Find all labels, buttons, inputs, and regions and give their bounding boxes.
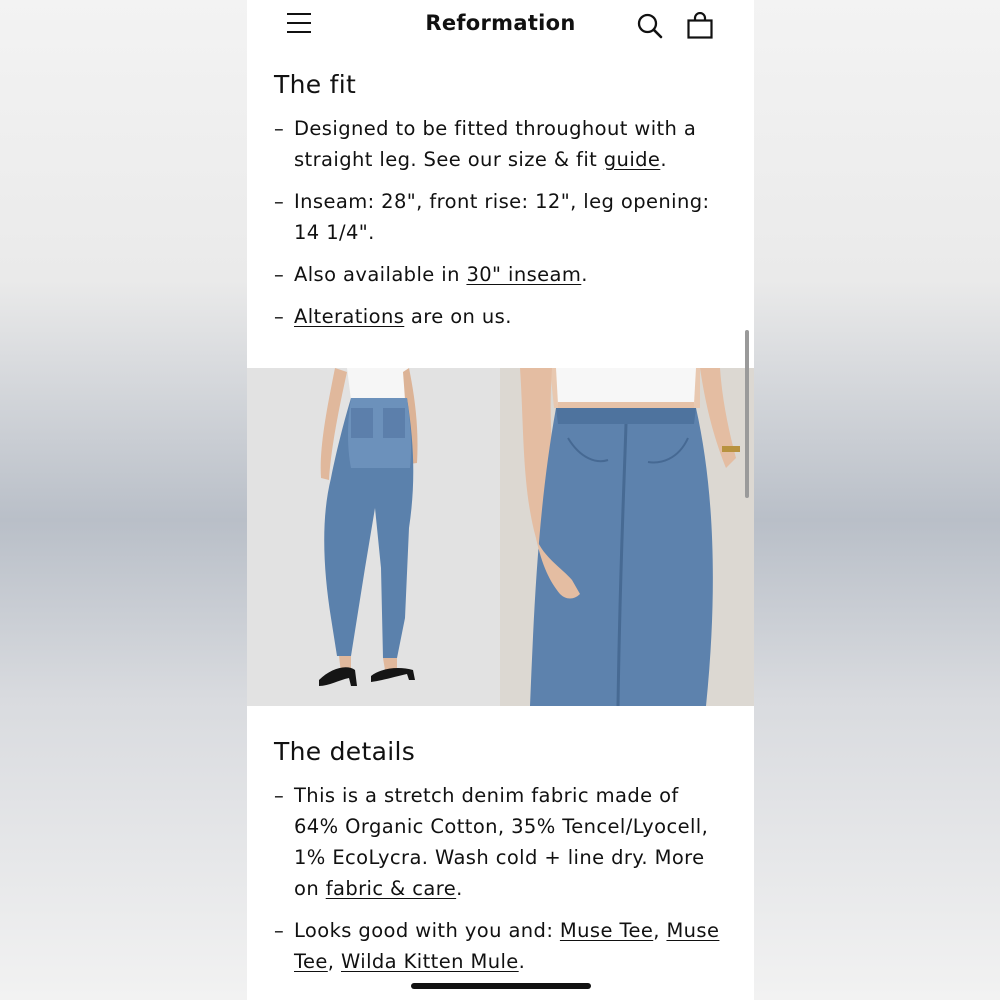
fit-item-alterations: – Alterations are on us. xyxy=(274,305,512,328)
home-indicator[interactable] xyxy=(411,983,591,989)
muse-tee-link-1[interactable]: Muse Tee xyxy=(559,919,654,942)
size-guide-link[interactable]: guide xyxy=(603,148,661,171)
inseam-30-link[interactable]: 30" inseam xyxy=(466,263,582,286)
fit-item-design: – Designed to be fitted throughout with a straight leg. See our size & fit guide. xyxy=(274,117,697,171)
wilda-kitten-mule-link[interactable]: Wilda Kitten Mule xyxy=(341,950,519,973)
background-right xyxy=(754,0,1000,1000)
jeans-front-closeup-image[interactable] xyxy=(500,368,754,706)
fabric-care-link[interactable]: fabric & care xyxy=(325,877,457,900)
muse-tee-link-2[interactable]: Muse Tee xyxy=(294,919,720,973)
details-list xyxy=(274,780,729,977)
background-left xyxy=(0,0,247,1000)
brand-logo[interactable]: Reformation xyxy=(425,11,576,35)
phone-screen xyxy=(247,0,754,1000)
scrollbar[interactable] xyxy=(745,330,749,498)
details-heading: The details xyxy=(274,737,416,766)
fit-section xyxy=(274,70,729,343)
alterations-link[interactable]: Alterations xyxy=(294,305,405,328)
details-section xyxy=(274,737,729,988)
jeans-back-view-image[interactable] xyxy=(247,368,500,706)
product-photos xyxy=(247,368,754,706)
fit-item-measurements: – Inseam: 28", front rise: 12", leg opening: 14 1/4". xyxy=(274,190,710,244)
shopping-bag-icon[interactable] xyxy=(686,12,714,40)
details-item-pairings: – Looks good with you and: Muse Tee, Muse Tee, Wilda Kitten Mule. xyxy=(274,919,720,973)
details-item-fabric: – This is a stretch denim fabric made of 64% Organic Cotton, 35% Tencel/Lyocell, 1% EcoLycra. Wash cold + line dry. More on fabric & care. xyxy=(274,784,709,900)
fit-item-inseam: – Also available in 30" inseam. xyxy=(274,263,588,286)
fit-list xyxy=(274,113,729,332)
search-icon[interactable] xyxy=(636,12,664,40)
fit-heading: The fit xyxy=(274,70,357,99)
header-bar xyxy=(247,0,754,52)
